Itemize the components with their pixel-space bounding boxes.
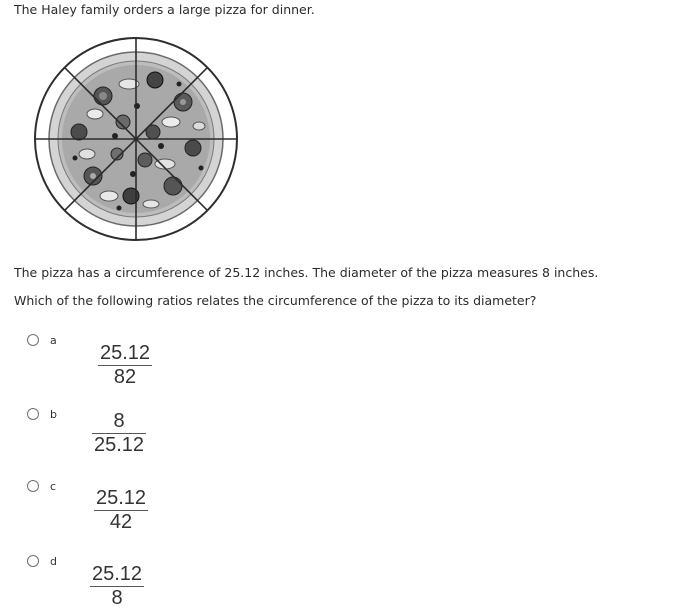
fraction-d — [90, 563, 144, 610]
fraction-b-denominator: 25.12 — [94, 434, 145, 456]
radio-button-a[interactable] — [27, 334, 39, 346]
fraction-a-denominator: 82 — [113, 366, 137, 388]
radio-button-b[interactable] — [27, 408, 39, 420]
answer-option-d[interactable] — [27, 555, 327, 610]
fraction-c-numerator: 25.12 — [96, 487, 147, 509]
pizza-icon — [33, 36, 239, 242]
fraction-d-denominator: 8 — [111, 587, 123, 609]
fraction-b-numerator: 8 — [113, 410, 125, 432]
fraction-a — [98, 342, 152, 389]
fraction-b — [92, 410, 146, 457]
option-letter-b: b — [50, 408, 57, 421]
fraction-a-numerator: 25.12 — [100, 342, 151, 364]
option-letter-a: a — [50, 334, 57, 347]
fraction-c — [94, 487, 148, 534]
fraction-d-numerator: 25.12 — [92, 563, 143, 585]
answer-option-b[interactable] — [27, 408, 327, 470]
fraction-c-denominator: 42 — [109, 511, 133, 533]
intro-text: The Haley family orders a large pizza for dinner. — [14, 2, 315, 17]
option-letter-c: c — [50, 480, 57, 493]
option-letter-d: d — [50, 555, 57, 568]
radio-button-c[interactable] — [27, 480, 39, 492]
answer-option-a[interactable] — [27, 334, 327, 396]
pizza-statement: The pizza has a circumference of 25.12 inches. The diameter of the pizza measures 8 inches. — [14, 265, 599, 280]
radio-button-d[interactable] — [27, 555, 39, 567]
question-prompt: Which of the following ratios relates the circumference of the pizza to its diameter? — [14, 293, 537, 308]
pizza-image — [33, 36, 239, 242]
answer-option-c[interactable] — [27, 480, 327, 542]
